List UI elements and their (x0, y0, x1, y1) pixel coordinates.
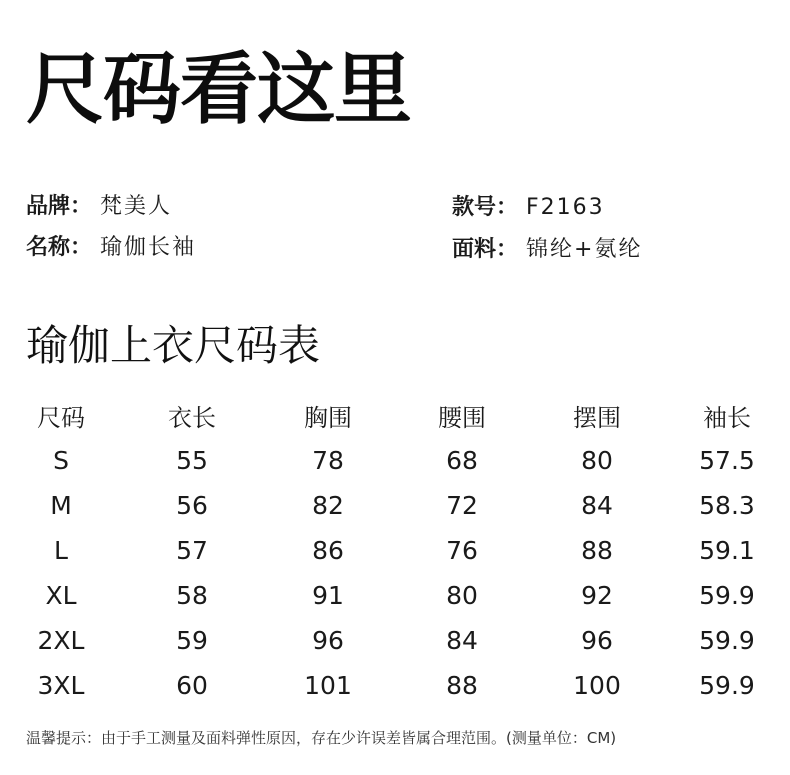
table-cell: 3XL (37, 671, 85, 700)
table-cell: 55 (176, 446, 208, 475)
table-header-row (0, 392, 790, 438)
table-row (0, 528, 790, 573)
table-cell: 68 (446, 446, 478, 475)
table-cell: 84 (581, 491, 613, 520)
table-cell: 78 (312, 446, 344, 475)
column-header-hem: 摆围 (573, 403, 621, 432)
column-header-sleeve: 袖长 (703, 403, 751, 432)
brand-separator: ： (70, 194, 93, 219)
table-cell: 72 (446, 491, 478, 520)
fabric-separator: ： (496, 237, 519, 262)
table-cell: 86 (312, 536, 344, 565)
product-name-info (26, 233, 196, 263)
table-cell: 91 (312, 581, 344, 610)
table-cell: 59.9 (699, 671, 755, 700)
table-cell: 101 (304, 671, 352, 700)
brand-value: 梵美人 (100, 194, 173, 219)
brand-label: 品牌 (26, 194, 71, 219)
column-header-length: 衣长 (168, 403, 216, 432)
table-row (0, 438, 790, 483)
table-cell: 60 (176, 671, 208, 700)
size-chart-table (0, 392, 790, 708)
size-chart-title: 瑜伽上衣尺码表 (26, 321, 321, 370)
fabric-info (452, 235, 642, 265)
table-cell: 76 (446, 536, 478, 565)
fabric-value: 锦纶+氨纶 (526, 237, 643, 262)
table-cell: 56 (176, 491, 208, 520)
table-cell: 96 (312, 626, 344, 655)
product-name-label: 名称 (26, 235, 71, 260)
column-header-bust: 胸围 (304, 403, 352, 432)
table-cell: 80 (446, 581, 478, 610)
column-header-size: 尺码 (37, 403, 85, 432)
measurement-note: 温馨提示：由于手工测量及面料弹性原因，存在少许误差皆属合理范围。(测量单位：CM) (26, 729, 617, 747)
table-cell: L (54, 536, 68, 565)
table-cell: M (50, 491, 72, 520)
fabric-label: 面料 (452, 237, 497, 262)
style-number-label: 款号 (452, 195, 497, 220)
page-title: 尺码看这里 (26, 45, 412, 135)
column-header-waist: 腰围 (438, 403, 486, 432)
table-cell: 59.1 (699, 536, 755, 565)
table-row (0, 663, 790, 708)
table-cell: 59.9 (699, 626, 755, 655)
style-number-value: F2163 (526, 195, 605, 220)
product-name-separator: ： (70, 235, 93, 260)
table-cell: 96 (581, 626, 613, 655)
table-cell: 100 (573, 671, 621, 700)
table-cell: 88 (581, 536, 613, 565)
table-cell: 57 (176, 536, 208, 565)
table-cell: 58 (176, 581, 208, 610)
table-cell: 58.3 (699, 491, 755, 520)
table-cell: 92 (581, 581, 613, 610)
table-row (0, 483, 790, 528)
table-cell: XL (45, 581, 77, 610)
product-name-value: 瑜伽长袖 (100, 235, 197, 260)
table-cell: 59.9 (699, 581, 755, 610)
table-row (0, 618, 790, 663)
table-cell: 59 (176, 626, 208, 655)
table-cell: 80 (581, 446, 613, 475)
table-cell: 57.5 (699, 446, 755, 475)
style-number-info (452, 193, 605, 223)
table-cell: 2XL (37, 626, 85, 655)
table-row (0, 573, 790, 618)
table-cell: S (53, 446, 69, 475)
style-number-separator: ： (496, 195, 519, 220)
table-cell: 88 (446, 671, 478, 700)
table-cell: 84 (446, 626, 478, 655)
brand-info (26, 192, 172, 222)
table-cell: 82 (312, 491, 344, 520)
